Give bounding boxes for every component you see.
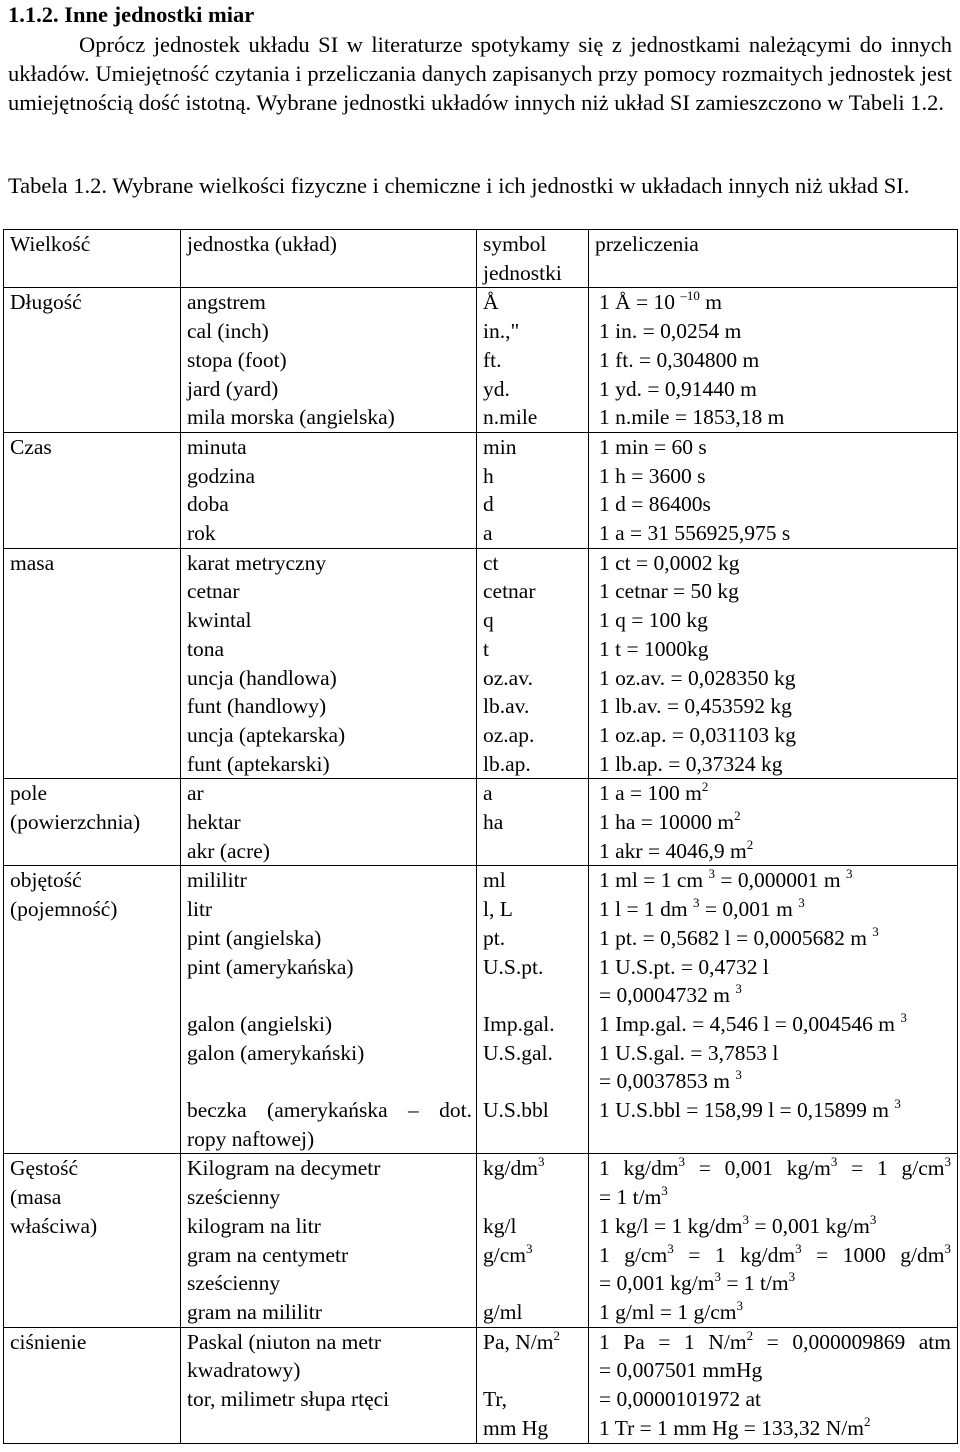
cell-line: (powierzchnia) (10, 810, 141, 835)
quantity-cell (4, 288, 181, 433)
cell-line: kg/l (483, 1213, 517, 1238)
cell-line: 1 q = 100 kg (599, 608, 708, 633)
cell-line: Pa, $N/m^2$ (483, 1327, 560, 1354)
symbol-cell (477, 866, 589, 1154)
cell-line: mililitr (187, 868, 247, 893)
cell-line: U.S.gal. (483, 1040, 553, 1065)
table-row (4, 1154, 958, 1327)
section-heading: 1.1.2. Inne jednostki miar (8, 2, 255, 27)
table-caption: Tabela 1.2. Wybrane wielkości fizyczne i chemiczne i ich jednostki w układach innych niż układ SI. (8, 173, 910, 198)
quantity-cell (4, 1327, 181, 1443)
cell-line: in.," (483, 319, 520, 344)
cell-line: = 0,0004732 m $^3$ (599, 981, 742, 1008)
cell-line: ml (483, 868, 506, 893)
cell-line: 1 U.S.pt. = 0,4732 l (599, 954, 769, 979)
cell-line: ha (483, 810, 504, 835)
cell-line: 1 ct = 0,0002 kg (599, 550, 740, 575)
cell-line: cetnar (187, 579, 240, 604)
cell-line: min (483, 434, 517, 459)
cell-line: akr (acre) (187, 838, 270, 863)
cell-line: = 0,001 $kg/m^3 = 1$ $t/m^3$ (599, 1269, 796, 1296)
header-quantity: Wielkość (4, 230, 181, 288)
cell-line: ar (187, 781, 204, 806)
cell-line: 1 h = 3600 s (599, 463, 706, 488)
cell-line: 1 n.mile = 1853,18 m (599, 405, 785, 430)
cell-line: a (483, 521, 493, 546)
cell-line: 1 yd. = 0,91440 m (599, 376, 757, 401)
cell-line: mila morska (angielska) (187, 405, 395, 430)
cell-line: tona (187, 636, 225, 661)
cell-line: 1 $g/cm^3 = 1$ $kg/dm^3 = 1000$ $g/dm^3$ (599, 1240, 952, 1267)
cell-line: ciśnienie (10, 1329, 87, 1354)
cell-line: = 0,0037853 m $^3$ (599, 1067, 742, 1094)
cell-line (483, 1356, 584, 1385)
symbol-cell (477, 548, 589, 779)
cell-line: beczka (amerykańska – dot. (187, 1098, 472, 1123)
cell-line (483, 1067, 584, 1096)
quantity-cell (4, 866, 181, 1154)
header-conversion: przeliczenia (589, 230, 958, 288)
intro-paragraph: Oprócz jednostek układu SI w literaturze spotykamy się z jednostkami należącymi do innych układów. Umiejętność czytania i przeliczania danych zapisanych przy pomocy rozmaitych jednostek jest umiejętnością dość istotną. Wybrane jednostki układów innych niż układ SI zamieszczono w Tabeli 1.2. (8, 32, 952, 115)
cell-line: U.S.pt. (483, 954, 544, 979)
cell-line: 1 min = 60 s (599, 434, 707, 459)
cell-line: minuta (187, 434, 247, 459)
cell-line: $g/cm^3$ (483, 1240, 533, 1267)
units-table (3, 229, 958, 1444)
cell-line: a (483, 781, 493, 806)
header-symbol: symbol jednostki (477, 230, 589, 288)
cell-line: pint (angielska) (187, 925, 322, 950)
cell-line: jard (yard) (187, 376, 279, 401)
cell-line: cetnar (483, 579, 536, 604)
unit-cell (181, 1327, 477, 1443)
cell-line: oz.av. (483, 665, 533, 690)
cell-line: = 1 $t/m^3$ (599, 1183, 668, 1210)
cell-line: gram na centymetr (187, 1242, 349, 1267)
cell-line: = 0,0000101972 at (599, 1387, 762, 1412)
cell-line: tor, milimetr słupa rtęci (187, 1387, 390, 1412)
cell-line (599, 1125, 951, 1154)
cell-line: 1 $kg/dm^3 = 0,001$ $kg/m^3 = 1$ $g/cm^3$ (599, 1154, 951, 1181)
cell-line: 1 Pa = 1 $N/m^2 = 0,000009869$ atm (599, 1327, 951, 1354)
cell-line: n.mile (483, 405, 538, 430)
conversion-cell (589, 1327, 958, 1443)
cell-line: lb.av. (483, 694, 530, 719)
cell-line: = 0,007501 mmHg (599, 1358, 763, 1383)
cell-line: pole (10, 781, 48, 806)
cell-line: 1 oz.av. = 0,028350 kg (599, 665, 796, 690)
table-header-row (4, 230, 958, 288)
cell-line: funt (handlowy) (187, 694, 327, 719)
cell-line: 1 g/ml = 1 $g/cm^3$ (599, 1298, 744, 1324)
cell-line: mm Hg (483, 1415, 549, 1440)
cell-line: 1 d = 86400s (599, 492, 711, 517)
cell-line: ft. (483, 347, 502, 372)
cell-line: $kg/dm^3$ (483, 1154, 545, 1181)
conversion-cell (589, 548, 958, 779)
cell-line: Kilogram na decymetr (187, 1156, 381, 1181)
cell-line: 1 Å = 10 $^{-10}$ m (599, 288, 723, 315)
cell-line (187, 1067, 472, 1096)
table-row (4, 288, 958, 433)
cell-line: kwintal (187, 608, 252, 633)
cell-line: właściwa) (10, 1213, 98, 1238)
cell-line: kwadratowy) (187, 1358, 301, 1383)
table-row (4, 866, 958, 1154)
cell-line: 1 ft. = 0,304800 m (599, 347, 760, 372)
cell-line: uncja (handlowa) (187, 665, 337, 690)
quantity-cell (4, 779, 181, 866)
table-row (4, 432, 958, 548)
cell-line: cal (inch) (187, 319, 269, 344)
cell-line (483, 1183, 584, 1212)
cell-line: oz.ap. (483, 722, 535, 747)
table-row (4, 779, 958, 866)
cell-line: uncja (aptekarska) (187, 722, 346, 747)
cell-line: 1 in. = 0,0254 m (599, 319, 742, 344)
conversion-cell (589, 288, 958, 433)
cell-line: 1 cetnar = 50 kg (599, 579, 739, 604)
cell-line: gram na mililitr (187, 1300, 322, 1324)
cell-line: 1 a = 100 $m^2$ (599, 779, 709, 806)
cell-line: funt (aptekarski) (187, 751, 330, 776)
cell-line: galon (amerykański) (187, 1040, 365, 1065)
cell-line: 1 Tr = 1 mm Hg = 133,32 $N/m^2$ (599, 1413, 871, 1440)
cell-line (483, 1269, 584, 1298)
symbol-cell (477, 288, 589, 433)
cell-line (483, 837, 584, 866)
cell-line: Imp.gal. (483, 1011, 555, 1036)
cell-line: 1 pt. = 0,5682 l = 0,0005682 m $^3$ (599, 923, 879, 950)
conversion-cell (589, 1154, 958, 1327)
table-row (4, 548, 958, 779)
cell-line: kilogram na litr (187, 1213, 321, 1238)
unit-cell (181, 779, 477, 866)
cell-line: yd. (483, 376, 510, 401)
cell-line: (pojemność) (10, 897, 118, 922)
cell-line: sześcienny (187, 1271, 281, 1296)
cell-line: stopa (foot) (187, 347, 287, 372)
cell-line: Tr, (483, 1387, 508, 1412)
header-unit: jednostka (układ) (181, 230, 477, 288)
table-row (4, 1327, 958, 1443)
cell-line: sześcienny (187, 1185, 281, 1210)
unit-cell (181, 866, 477, 1154)
cell-line: U.S.bbl (483, 1098, 549, 1123)
conversion-cell (589, 866, 958, 1154)
cell-line: (masa (10, 1185, 62, 1210)
cell-line: pt. (483, 925, 506, 950)
cell-line: 1 Imp.gal. = 4,546 l = 0,004546 m $^3$ (599, 1009, 907, 1036)
cell-line: 1 kg/l = 1 $kg/dm^3 = 0,001$ $kg/m^3$ (599, 1211, 877, 1238)
cell-line: t (483, 636, 489, 661)
cell-line: 1 akr = 4046,9 $m^2$ (599, 836, 754, 863)
quantity-cell (4, 1154, 181, 1327)
cell-line: d (483, 492, 494, 517)
cell-line: litr (187, 897, 213, 922)
symbol-cell (477, 779, 589, 866)
table-body (4, 288, 958, 1443)
cell-line: Czas (10, 434, 52, 459)
cell-line: lb.ap. (483, 751, 531, 776)
symbol-cell (477, 432, 589, 548)
cell-line: ct (483, 550, 499, 575)
cell-line: objętość (10, 868, 82, 893)
cell-line: pint (amerykańska) (187, 954, 354, 979)
cell-line (483, 981, 584, 1010)
cell-line: masa (10, 550, 55, 575)
cell-line: 1 U.S.gal. = 3,7853 l (599, 1040, 779, 1065)
conversion-cell (589, 432, 958, 548)
cell-line: q (483, 608, 494, 633)
cell-line: 1 ha = 10000 $m^2$ (599, 808, 741, 835)
cell-line: 1 lb.ap. = 0,37324 kg (599, 751, 783, 776)
cell-line: Paskal (niuton na metr (187, 1329, 382, 1354)
quantity-cell (4, 432, 181, 548)
cell-line: 1 t = 1000kg (599, 636, 709, 661)
symbol-cell (477, 1327, 589, 1443)
cell-line: godzina (187, 463, 256, 488)
cell-line: 1 l = 1 dm $^3$ = 0,001 m $^3$ (599, 895, 805, 922)
cell-line (483, 1125, 584, 1154)
cell-line: 1 a = 31 556925,975 s (599, 521, 791, 546)
cell-line: hektar (187, 810, 241, 835)
cell-line: rok (187, 521, 216, 546)
unit-cell (181, 432, 477, 548)
cell-line: 1 ml = 1 cm $^3$ = 0,000001 m $^3$ (599, 866, 853, 893)
cell-line (187, 1414, 472, 1443)
unit-cell (181, 1154, 477, 1327)
cell-line: 1 oz.ap. = 0,031103 kg (599, 722, 797, 747)
cell-line: ropy naftowej) (187, 1126, 315, 1151)
cell-line: 1 lb.av. = 0,453592 kg (599, 694, 792, 719)
symbol-cell (477, 1154, 589, 1327)
cell-line: doba (187, 492, 229, 517)
unit-cell (181, 548, 477, 779)
cell-line: l, L (483, 897, 513, 922)
cell-line (187, 981, 472, 1010)
cell-line: h (483, 463, 494, 488)
quantity-cell (4, 548, 181, 779)
cell-line: g/ml (483, 1299, 523, 1324)
cell-line: angstrem (187, 290, 266, 315)
conversion-cell (589, 779, 958, 866)
table-header (4, 230, 958, 288)
cell-line: karat metryczny (187, 550, 327, 575)
unit-cell (181, 288, 477, 433)
cell-line: Długość (10, 290, 82, 315)
cell-line: Å (483, 290, 499, 315)
cell-line: Gęstość (10, 1156, 79, 1181)
cell-line: 1 U.S.bbl = 158,99 l = 0,15899 m $^3$ (599, 1096, 901, 1123)
cell-line: galon (angielski) (187, 1011, 333, 1036)
